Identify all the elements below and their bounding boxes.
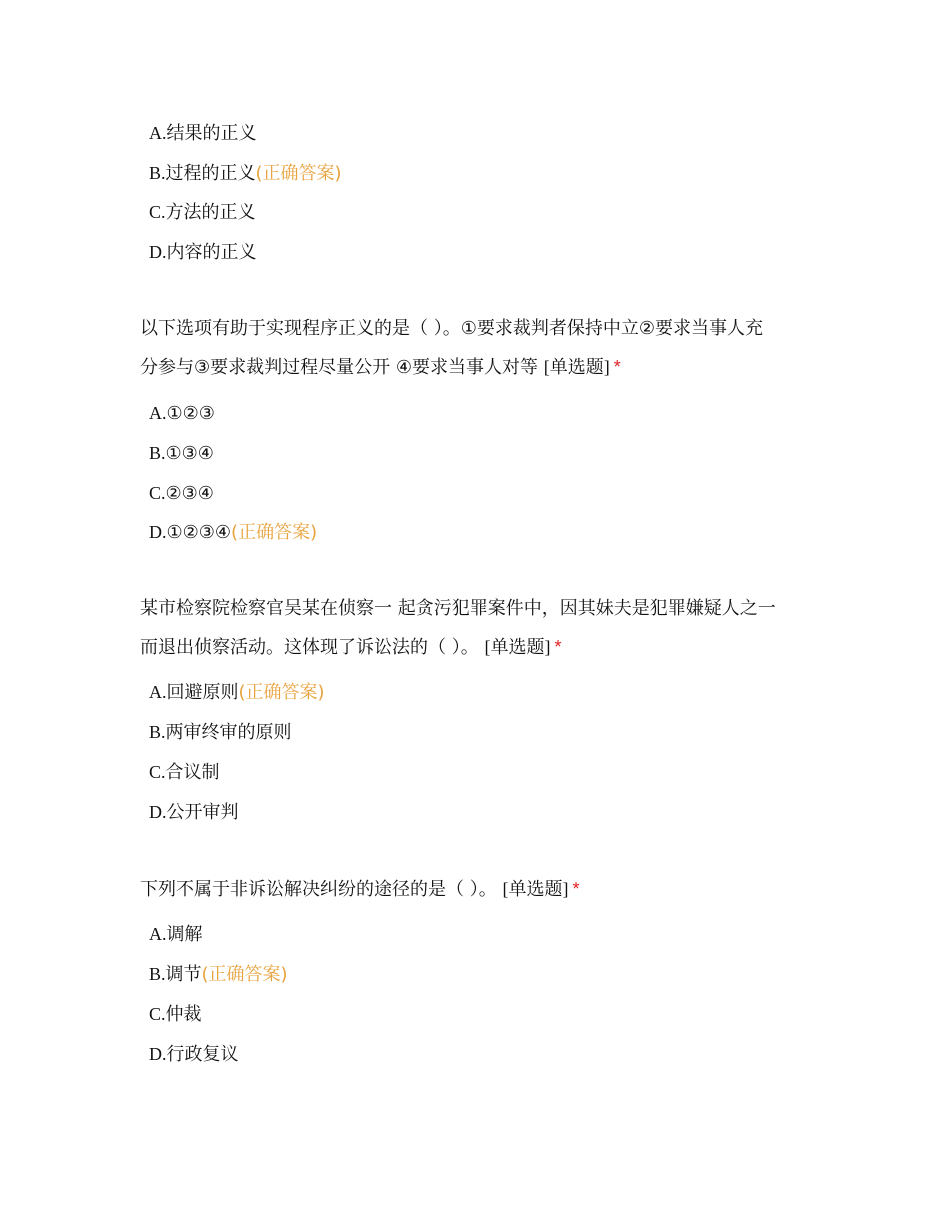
option-text: ①②③ — [166, 403, 215, 424]
option-d — [149, 1039, 239, 1069]
option-d — [149, 517, 317, 547]
question-stem — [140, 870, 820, 909]
required-mark: * — [572, 879, 580, 899]
option-d — [149, 797, 239, 827]
option-text: 过程的正义 — [165, 163, 256, 184]
option-text: 合议制 — [165, 762, 220, 783]
option-c — [149, 999, 202, 1029]
option-c — [149, 478, 214, 508]
option-letter: D. — [149, 242, 167, 262]
option-letter: D. — [149, 802, 167, 822]
option-text: 两审终审的原则 — [165, 722, 292, 743]
option-b — [149, 438, 214, 468]
question-stem — [140, 590, 820, 667]
option-letter: A. — [149, 924, 167, 944]
option-text: 行政复议 — [166, 1044, 239, 1065]
option-a — [149, 919, 203, 949]
option-text: 公开审判 — [166, 802, 239, 823]
option-text: ①②③④ — [166, 522, 232, 543]
option-letter: B. — [149, 163, 166, 183]
question-text-line-2 — [140, 348, 820, 387]
option-letter: A. — [149, 682, 167, 702]
option-text: 仲裁 — [165, 1004, 202, 1025]
option-letter: C. — [149, 483, 166, 503]
correct-answer-label: (正确答案) — [201, 964, 288, 985]
question-type-label: [单选题] — [502, 879, 569, 899]
option-letter: D. — [149, 522, 167, 542]
required-mark: * — [613, 357, 621, 377]
option-letter: B. — [149, 443, 166, 463]
option-a — [149, 677, 325, 707]
option-letter: C. — [149, 762, 166, 782]
option-text: 方法的正义 — [165, 202, 256, 223]
question-text-line: 某市检察院检察官吴某在侦察一 起贪污犯罪案件中，因其妹夫是犯罪嫌疑人之一 — [140, 598, 776, 619]
question-type-label: [单选题] — [484, 637, 551, 657]
option-b — [149, 959, 288, 989]
option-letter: D. — [149, 1044, 167, 1064]
option-letter: A. — [149, 123, 167, 143]
option-letter: B. — [149, 964, 166, 984]
question-text: 分参与③要求裁判过程尽量公开 ④要求当事人对等 — [140, 357, 544, 378]
option-d — [149, 237, 257, 267]
question-text-line-2 — [140, 628, 820, 667]
option-text: ②③④ — [165, 483, 214, 504]
option-a — [149, 118, 257, 148]
option-text: 内容的正义 — [166, 242, 257, 263]
option-b — [149, 158, 342, 188]
option-text: 结果的正义 — [166, 123, 257, 144]
question-text: 而退出侦察活动。这体现了诉讼法的（ ）。 — [140, 637, 479, 658]
question-text: 下列不属于非诉讼解决纠纷的途径的是（ ）。 — [140, 879, 497, 900]
correct-answer-label: (正确答案) — [238, 682, 325, 703]
option-letter: C. — [149, 202, 166, 222]
option-text: 调节 — [165, 964, 202, 985]
question-stem — [140, 310, 820, 387]
question-text-line — [140, 870, 820, 909]
option-text: 回避原则 — [166, 682, 239, 703]
option-text: 调解 — [166, 924, 203, 945]
question-type-label: [单选题] — [543, 357, 610, 377]
option-letter: C. — [149, 1004, 166, 1024]
option-a — [149, 398, 215, 428]
option-letter: B. — [149, 722, 166, 742]
option-letter: A. — [149, 403, 167, 423]
option-c — [149, 757, 220, 787]
option-c — [149, 197, 256, 227]
correct-answer-label: (正确答案) — [255, 163, 342, 184]
correct-answer-label: (正确答案) — [231, 522, 318, 543]
question-text-line: 以下选项有助于实现程序正义的是（ ）。①要求裁判者保持中立②要求当事人充 — [140, 318, 763, 339]
option-text: ①③④ — [165, 443, 214, 464]
option-b — [149, 717, 292, 747]
required-mark: * — [554, 637, 562, 657]
